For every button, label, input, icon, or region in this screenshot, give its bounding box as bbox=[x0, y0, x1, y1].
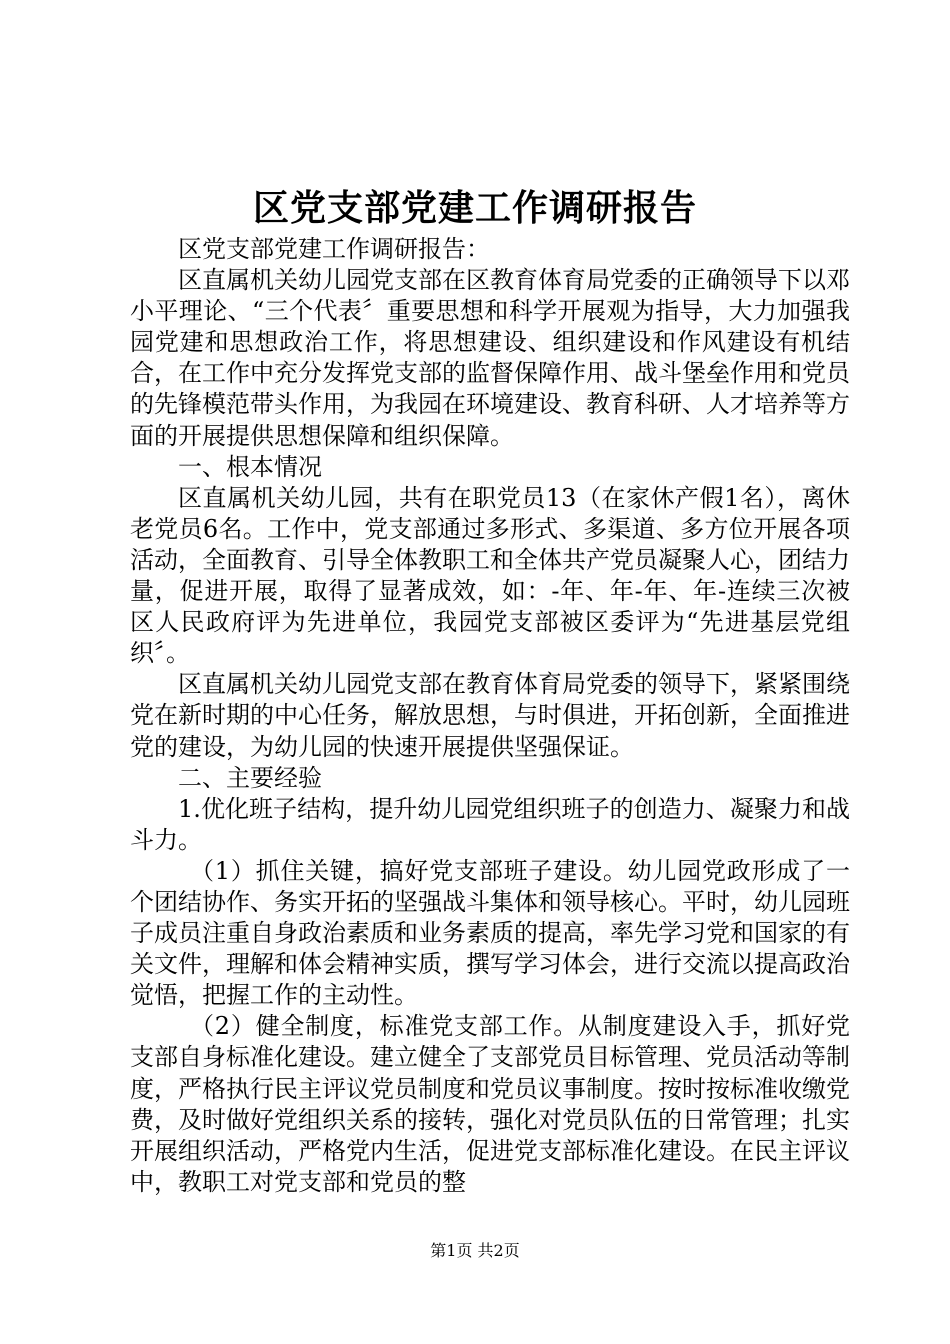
paragraph-item-1-1: （1）抓住关键，搞好党支部班子建设。幼儿园党政形成了一个团结协作、务实开拓的坚强战斗集体和领导核心。平时，幼儿园班子成员注重自身政治素质和业务素质的提高，率先学习党和国家的有关文件，理解和体会精神实质，撰写学习体会，进行交流以提高政治觉悟，把握工作的主动性。 bbox=[130, 856, 850, 1010]
paragraph-item-1-2: （2）健全制度，标准党支部工作。从制度建设入手，抓好党支部自身标准化建设。建立健全了支部党员目标管理、党员活动等制度，严格执行民主评议党员制度和党员议事制度。按时按标准收缴党费，及时做好党组织关系的接转，强化对党员队伍的日常管理；扎实开展组织活动，严格党内生活，促进党支部标准化建设。在民主评议中，教职工对党支部和党员的整 bbox=[130, 1012, 850, 1196]
section-heading-basic: 一、根本情况 bbox=[178, 452, 322, 481]
paragraph-heading-line: 区党支部党建工作调研报告： bbox=[178, 235, 490, 263]
section-heading-experience: 二、主要经验 bbox=[178, 763, 322, 792]
paragraph-item-1: 1.优化班子结构，提升幼儿园党组织班子的创造力、凝聚力和战斗力。 bbox=[130, 794, 850, 854]
document-body bbox=[130, 234, 850, 1198]
page-footer: 第1页 共2页 bbox=[430, 1241, 520, 1260]
document-title: 区党支部党建工作调研报告 bbox=[252, 187, 697, 229]
paragraph-leadership: 区直属机关幼儿园党支部在教育体育局党委的领导下，紧紧围绕党在新时期的中心任务，解放思想，与时俱进，开拓创新，全面推进党的建设，为幼儿园的快速开展提供坚强保证。 bbox=[130, 670, 850, 761]
paragraph-basic-info: 区直属机关幼儿园，共有在职党员13（在家休产假1名），离休老党员6名。工作中，党支部通过多形式、多渠道、多方位开展各项活动，全面教育、引导全体教职工和全体共产党员凝聚人心，团结力量，促进开展，取得了显著成效，如：-年、年-年、年-连续三次被区人民政府评为先进单位，我园党支部被区委评为“先进基层党组织〞。 bbox=[130, 483, 850, 668]
paragraph-intro: 区直属机关幼儿园党支部在区教育体育局党委的正确领导下以邓小平理论、“三个代表〞重要思想和科学开展观为指导，大力加强我园党建和思想政治工作，将思想建设、组织建设和作风建设有机结合，在工作中充分发挥党支部的监督保障作用、战斗堡垒作用和党员的先锋模范带头作用，为我园在环境建设、教育科研、人才培养等方面的开展提供思想保障和组织保障。 bbox=[130, 266, 850, 450]
